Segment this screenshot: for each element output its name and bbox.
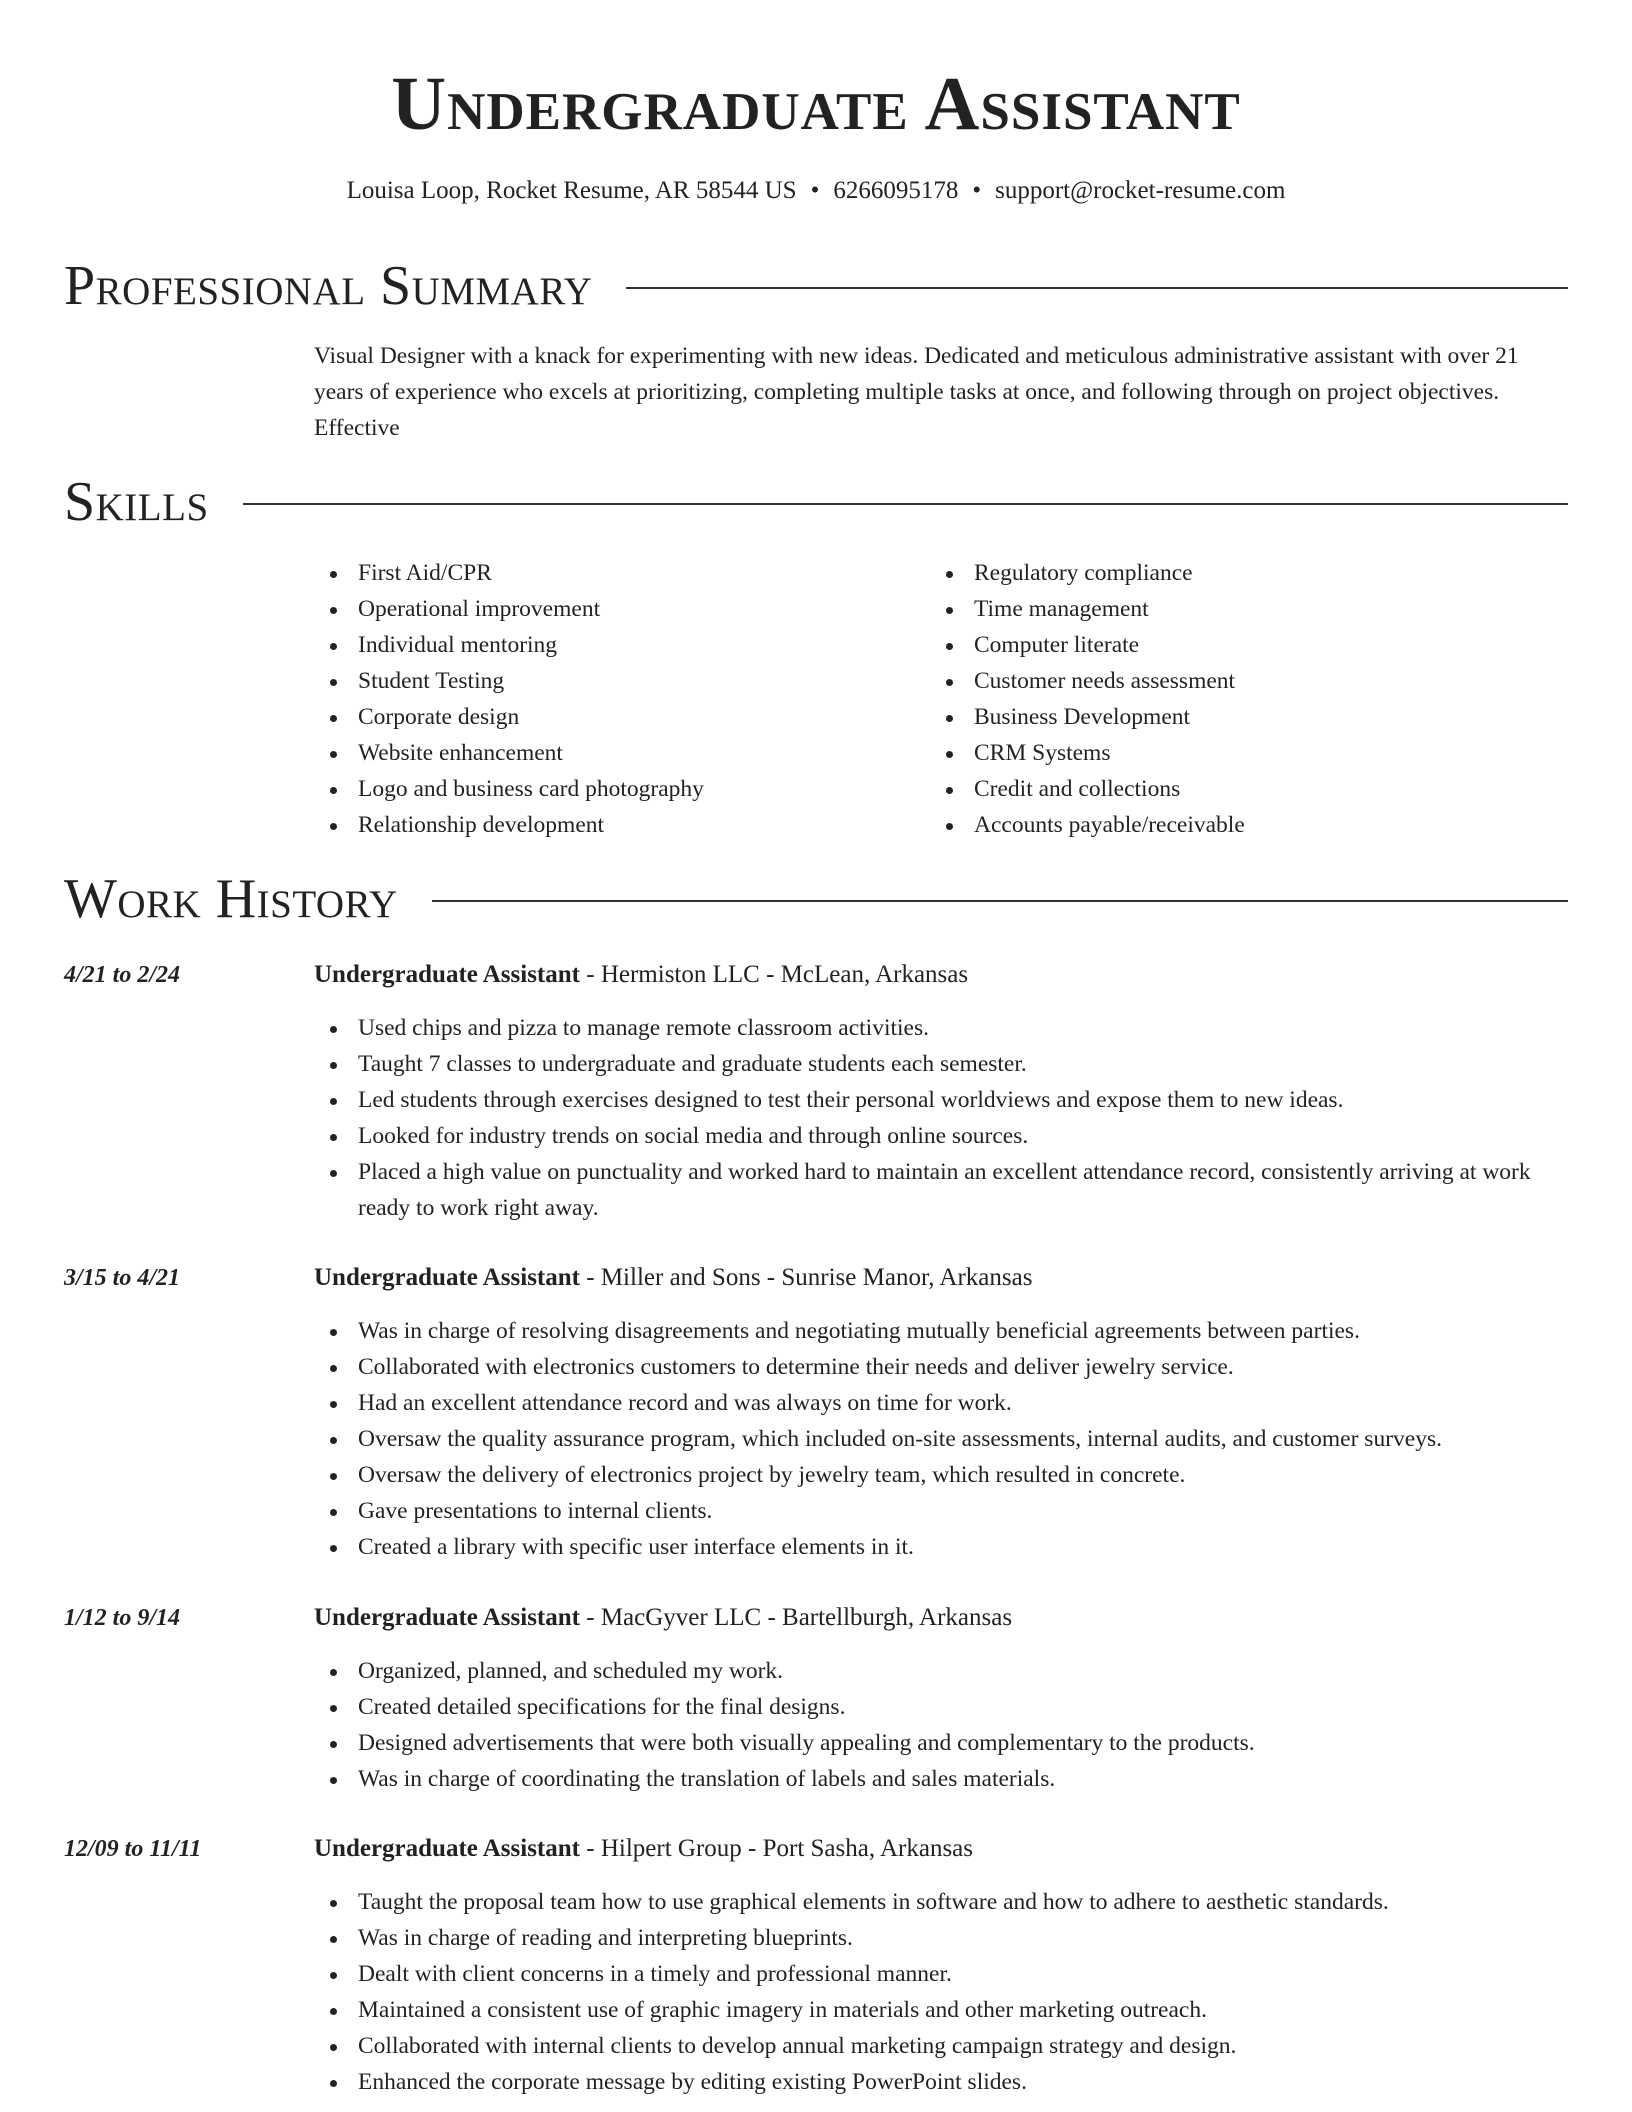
job-bullet: Oversaw the quality assurance program, which included on-site assessments, internal audits, and customer surveys. [314,1421,1568,1457]
contact-phone: 6266095178 [833,177,959,204]
skill-item: Regulatory compliance [930,555,1568,591]
job-employer-location: - Miller and Sons - Sunrise Manor, Arkansas [580,1264,1033,1291]
work-heading: Work History [64,868,398,930]
job-bullet: Taught the proposal team how to use graphical elements in software and how to adhere to aesthetic standards. [314,1884,1568,1920]
job-dates: 3/15 to 4/21 [64,1265,181,1291]
summary-section-header [64,256,1568,316]
skills-section-header [64,472,1568,532]
job-bullet: Organized, planned, and scheduled my work. [314,1653,1568,1689]
resume-title: Undergraduate Assistant [391,62,1241,146]
job-bullet: Created a library with specific user interface elements in it. [314,1529,1568,1565]
skill-item: Relationship development [314,807,930,843]
job-bullet: Had an excellent attendance record and was always on time for work. [314,1385,1568,1421]
skill-item: CRM Systems [930,735,1568,771]
job-employer-location: - MacGyver LLC - Bartellburgh, Arkansas [580,1604,1013,1631]
skill-item: Corporate design [314,699,930,735]
skills-column-right [930,555,1568,843]
job-employer-location: - Hermiston LLC - McLean, Arkansas [580,961,969,988]
job-bullet: Oversaw the delivery of electronics project by jewelry team, which resulted in concrete. [314,1457,1568,1493]
job-bullet: Collaborated with electronics customers to determine their needs and deliver jewelry service. [314,1349,1568,1385]
job-title: Undergraduate Assistant [314,1835,580,1862]
job-bullet: Designed advertisements that were both visually appealing and complementary to the products. [314,1725,1568,1761]
job-heading [314,1832,1568,1866]
job-bullet: Led students through exercises designed to test their personal worldviews and expose them to new ideas. [314,1082,1568,1118]
job-bullets [314,1884,1568,2100]
job-bullet: Collaborated with internal clients to develop annual marketing campaign strategy and design. [314,2028,1568,2064]
job-dates: 4/21 to 2/24 [64,962,181,988]
job-bullet: Was in charge of resolving disagreements and negotiating mutually beneficial agreements between parties. [314,1313,1568,1349]
job-heading [314,1261,1568,1295]
skill-item: Business Development [930,699,1568,735]
skill-item: Accounts payable/receivable [930,807,1568,843]
job-bullet: Enhanced the corporate message by editing existing PowerPoint slides. [314,2064,1568,2100]
contact-email: support@rocket-resume.com [995,177,1286,204]
job-bullet: Maintained a consistent use of graphic imagery in materials and other marketing outreach. [314,1992,1568,2028]
contact-line [0,174,1632,208]
contact-separator: • [972,177,982,204]
job-bullet: Was in charge of reading and interpreting blueprints. [314,1920,1568,1956]
section-divider [626,287,1568,289]
job-title: Undergraduate Assistant [314,1604,580,1631]
section-divider [432,900,1568,902]
job-dates: 1/12 to 9/14 [64,1605,181,1631]
skill-item: Website enhancement [314,735,930,771]
job-title: Undergraduate Assistant [314,961,580,988]
skill-item: Computer literate [930,627,1568,663]
skill-item: Student Testing [314,663,930,699]
summary-heading: Professional Summary [64,255,593,317]
contact-address: Louisa Loop, Rocket Resume, AR 58544 US [346,177,797,204]
skill-item: Customer needs assessment [930,663,1568,699]
skill-item: First Aid/CPR [314,555,930,591]
summary-text: Visual Designer with a knack for experimenting with new ideas. Dedicated and meticulous administrative assistant with over 21 years of experience who excels at prioritizing, completing multiple tasks at once, and following through on project objectives. Effective [314,343,1519,441]
job-bullet: Placed a high value on punctuality and worked hard to maintain an excellent attendance record, consistently arriving at work ready to work right away. [314,1154,1568,1226]
job-employer-location: - Hilpert Group - Port Sasha, Arkansas [580,1835,973,1862]
skill-item: Individual mentoring [314,627,930,663]
job-bullet: Created detailed specifications for the final designs. [314,1689,1568,1725]
skill-item: Logo and business card photography [314,771,930,807]
job-dates: 12/09 to 11/11 [64,1836,202,1862]
job-bullets [314,1313,1568,1565]
job-bullet: Gave presentations to internal clients. [314,1493,1568,1529]
job-bullet: Taught 7 classes to undergraduate and graduate students each semester. [314,1046,1568,1082]
job-bullets [314,1653,1568,1797]
job-bullet: Dealt with client concerns in a timely and professional manner. [314,1956,1568,1992]
work-section-header [64,869,1568,929]
contact-separator: • [810,177,820,204]
skill-item: Operational improvement [314,591,930,627]
job-heading [314,958,1568,992]
job-bullets [314,1010,1568,1226]
skills-column-left [314,555,930,843]
job-bullet: Looked for industry trends on social media and through online sources. [314,1118,1568,1154]
job-title: Undergraduate Assistant [314,1264,580,1291]
job-bullet: Was in charge of coordinating the translation of labels and sales materials. [314,1761,1568,1797]
skills-heading: Skills [64,471,209,533]
skill-item: Time management [930,591,1568,627]
section-divider [243,503,1568,505]
skill-item: Credit and collections [930,771,1568,807]
job-bullet: Used chips and pizza to manage remote classroom activities. [314,1010,1568,1046]
job-heading [314,1601,1568,1635]
skills-list [314,555,1568,843]
